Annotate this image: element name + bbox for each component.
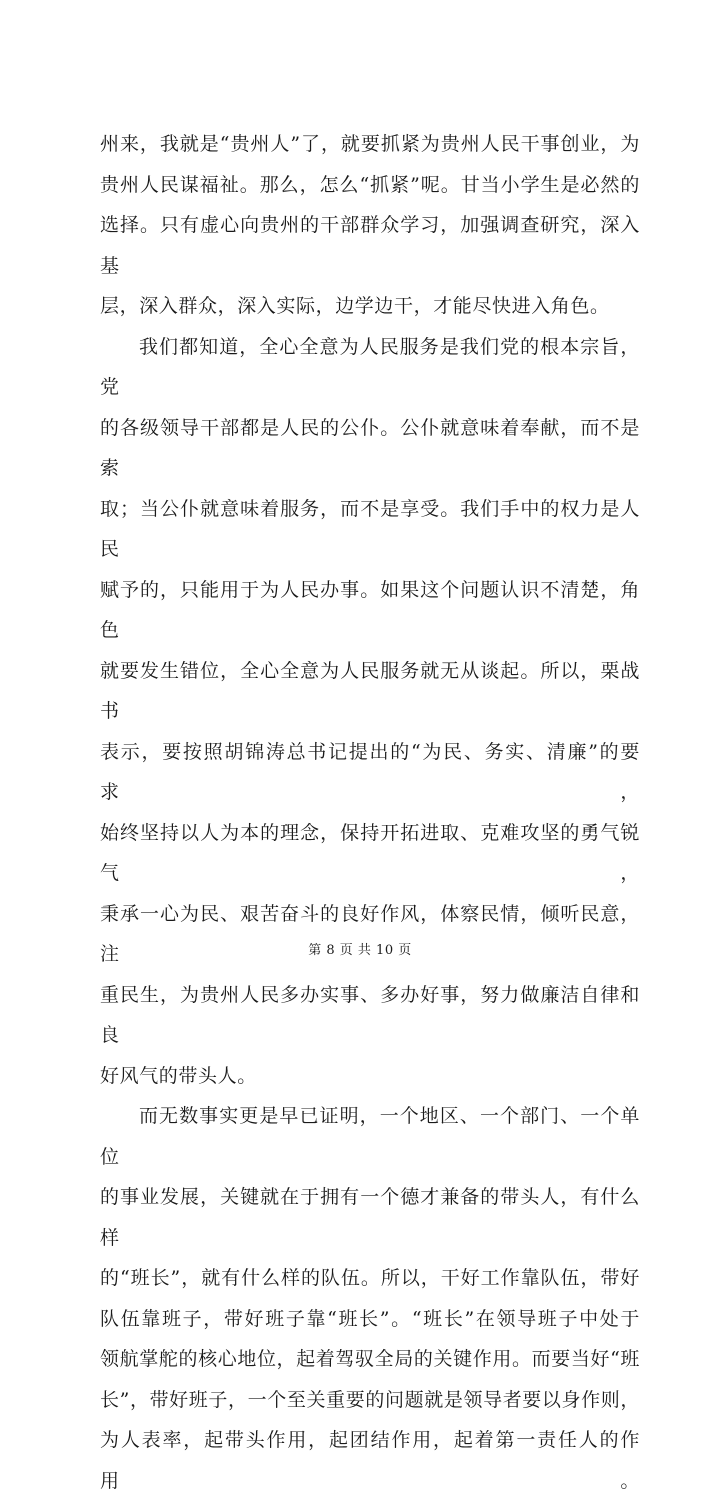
text-line: 始终坚持以人为本的理念，保持开拓进取、克难攻坚的勇气锐气， — [100, 821, 640, 884]
text-line: 贵州人民谋福祉。那么，怎么“抓紧”呢。甘当小学生是必然的 — [100, 173, 640, 196]
text-line: 而无数事实更是早已证明，一个地区、一个部门、一个单位 — [100, 1105, 640, 1168]
text-line: 选择。只有虚心向贵州的干部群众学习，加强调查研究，深入基 — [100, 214, 640, 277]
text-line: 领航掌舵的核心地位，起着驾驭全局的关键作用。而要当好“班 — [100, 1348, 640, 1370]
text-line: 就要发生错位，全心全意为人民服务就无从谈起。所以，栗战书 — [100, 659, 640, 722]
text-line: 重民生，为贵州人民多办实事、多办好事，努力做廉洁自律和良 — [100, 983, 640, 1046]
text-line: 取；当公仆就意味着服务，而不是享受。我们手中的权力是人民 — [100, 497, 640, 560]
paragraph-1 — [100, 124, 640, 327]
text-line: 队伍靠班子，带好班子靠“班长”。“班长”在领导班子中处于 — [100, 1307, 640, 1330]
paragraph-3 — [100, 1096, 640, 1501]
text-line: 我们都知道，全心全意为人民服务是我们党的根本宗旨，党 — [100, 335, 640, 398]
text-line: 长”，带好班子，一个至关重要的问题就是领导者要以身作则， — [100, 1388, 640, 1411]
text-line: 的各级领导干部都是人民的公仆。公仆就意味着奉献，而不是索 — [100, 416, 640, 479]
text-line: 为人表率，起带头作用，起团结作用，起着第一责任人的作用。 — [100, 1429, 640, 1492]
document-body — [100, 124, 640, 1501]
paragraph-2 — [100, 327, 640, 1097]
text-line: 的“班长”，就有什么样的队伍。所以，干好工作靠队伍，带好 — [100, 1267, 640, 1289]
text-line: 表示，要按照胡锦涛总书记提出的“为民、务实、清廉”的要求， — [100, 740, 640, 803]
text-line: 层，深入群众，深入实际，边学边干，才能尽快进入角色。 — [100, 295, 610, 317]
text-line: 的事业发展，关键就在于拥有一个德才兼备的带头人，有什么样 — [100, 1186, 640, 1249]
text-line: 好风气的带头人。 — [100, 1064, 257, 1087]
page-number-footer: 第 8 页 共 10 页 — [308, 943, 412, 958]
text-line: 赋予的，只能用于为人民办事。如果这个问题认识不清楚，角色 — [100, 578, 640, 641]
text-line: 秉承一心为民、艰苦奋斗的良好作风，体察民情，倾听民意，注 — [100, 902, 640, 965]
text-line: 州来，我就是“贵州人”了，就要抓紧为贵州人民干事创业，为 — [100, 133, 640, 155]
